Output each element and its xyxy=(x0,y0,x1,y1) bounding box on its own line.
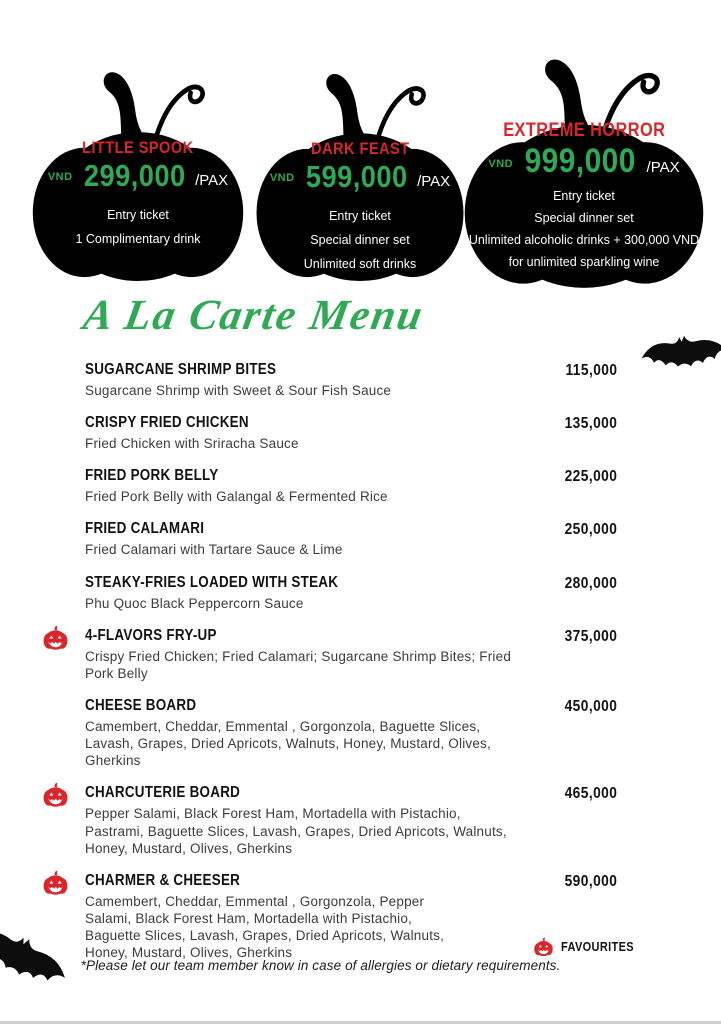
item-price: 450,000 xyxy=(564,697,617,715)
item-description: Camembert, Cheddar, Emmental , Gorgonzola, Pepper Salami, Black Forest Ham, Mortadella with Pistachio, Baguette Slices, Lavash, Grapes, Dried Apricots, Walnuts, Honey, Mustard, Olives, Gherkins xyxy=(85,893,445,961)
item-price-cell xyxy=(517,784,617,803)
menu-item-info xyxy=(85,467,517,505)
package-include-line: Entry ticket xyxy=(329,209,391,223)
package-price: 599,000 xyxy=(305,159,408,194)
menu-item-info xyxy=(85,697,517,769)
item-price-cell xyxy=(517,697,617,716)
bat-icon xyxy=(0,912,76,1000)
item-price-cell xyxy=(517,414,617,433)
item-name: CHEESE BOARD xyxy=(85,696,197,714)
package-include-line: Unlimited alcoholic drinks + 300,000 VND xyxy=(468,232,700,247)
package-price: 999,000 xyxy=(524,142,636,180)
menu-item xyxy=(85,361,617,399)
item-description: Fried Calamari with Tartare Sauce & Lime xyxy=(85,542,343,558)
item-description: Fried Pork Belly with Galangal & Fermented Rice xyxy=(85,489,388,505)
package-card-little-spook xyxy=(18,38,258,283)
item-price: 225,000 xyxy=(564,468,617,486)
item-description: Pepper Salami, Black Forest Ham, Mortadella with Pistachio, Pastrami, Baguette Slices, Lavash, Grapes, Dried Apricots, Walnuts, Honey, Mustard, Olives, Gherkins xyxy=(85,806,507,856)
package-name: EXTREME HORROR xyxy=(502,120,666,141)
currency-label: VND xyxy=(269,172,295,184)
currency-label: VND xyxy=(488,158,514,170)
item-price-cell xyxy=(517,467,617,486)
item-name: STEAKY-FRIES LOADED WITH STEAK xyxy=(85,573,339,591)
item-price: 375,000 xyxy=(564,627,617,645)
favourites-legend xyxy=(533,936,644,957)
menu-item-info xyxy=(85,520,517,558)
package-price: 299,000 xyxy=(83,158,186,193)
package-name: DARK FEAST xyxy=(310,139,410,158)
item-price-cell xyxy=(517,361,617,380)
item-name: FRIED CALAMARI xyxy=(85,520,205,538)
item-price: 590,000 xyxy=(564,872,617,890)
menu-item-info xyxy=(85,872,517,962)
menu-item-info xyxy=(85,627,517,682)
currency-label: VND xyxy=(47,171,73,183)
item-description: Sugarcane Shrimp with Sweet & Sour Fish Sauce xyxy=(85,383,392,398)
package-card-dark-feast xyxy=(242,40,478,283)
item-price: 280,000 xyxy=(564,574,617,592)
package-includes xyxy=(304,205,417,276)
menu-item xyxy=(85,520,617,558)
package-include-line: Special dinner set xyxy=(534,210,634,225)
item-price-cell xyxy=(517,627,617,646)
favourite-pumpkin-icon xyxy=(42,869,69,896)
item-description: Phu Quoc Black Peppercorn Sauce xyxy=(85,595,304,611)
menu-item-info xyxy=(85,414,517,452)
item-price: 115,000 xyxy=(565,362,617,379)
menu-item-info xyxy=(85,574,517,612)
item-name: CHARCUTERIE BOARD xyxy=(85,784,241,802)
item-name: FRIED PORK BELLY xyxy=(85,467,219,485)
item-price-cell xyxy=(517,520,617,539)
menu-item xyxy=(85,627,617,682)
package-card-extreme-horror xyxy=(448,22,720,290)
menu-item xyxy=(85,414,617,452)
per-pax-label: /PAX xyxy=(646,159,680,176)
item-price-cell xyxy=(517,872,617,891)
item-price: 250,000 xyxy=(564,521,617,539)
menu-item-info xyxy=(85,784,517,856)
menu-item xyxy=(85,697,617,769)
favourite-pumpkin-icon xyxy=(42,781,69,808)
item-name: CRISPY FRIED CHICKEN xyxy=(85,414,249,432)
package-include-line: Entry ticket xyxy=(553,189,615,203)
menu-item xyxy=(85,784,617,856)
package-includes xyxy=(469,186,699,274)
allergy-footnote: *Please let our team member know in case of allergies or dietary requirements. xyxy=(80,958,561,973)
item-description: Camembert, Cheddar, Emmental , Gorgonzola, Baguette Slices, Lavash, Grapes, Dried Apricots, Walnuts, Honey, Mustard, Olives, Gherkins xyxy=(85,718,491,769)
a-la-carte-heading: A La Carte Menu xyxy=(79,292,428,339)
menu-item-list xyxy=(85,361,617,976)
jack-o-lantern-icon xyxy=(533,936,554,957)
package-name: LITTLE SPOOK xyxy=(82,138,194,157)
package-include-line: Special dinner set xyxy=(310,232,410,247)
package-include-line: 1 Complimentary drink xyxy=(75,231,201,246)
favourite-pumpkin-icon xyxy=(42,624,69,651)
package-include-line: Unlimited soft drinks xyxy=(303,256,417,271)
per-pax-label: /PAX xyxy=(417,173,451,190)
item-price: 135,000 xyxy=(564,415,617,433)
item-price: 465,000 xyxy=(564,785,617,803)
package-include-line: Entry ticket xyxy=(107,208,169,222)
menu-item-info xyxy=(85,361,517,399)
bat-icon xyxy=(639,326,721,377)
per-pax-label: /PAX xyxy=(195,172,229,189)
item-description: Crispy Fried Chicken; Fried Calamari; Sugarcane Shrimp Bites; Fried Pork Belly xyxy=(85,648,512,681)
menu-item xyxy=(85,467,617,505)
item-description: Fried Chicken with Sriracha Sauce xyxy=(85,436,299,452)
package-price-row xyxy=(488,144,679,178)
item-name: SUGARCANE SHRIMP BITES xyxy=(85,361,277,378)
package-include-line: for unlimited sparkling wine xyxy=(508,254,660,269)
package-price-row xyxy=(270,161,450,192)
item-name: 4-FLAVORS FRY-UP xyxy=(85,626,217,644)
favourites-label: FAVOURITES xyxy=(561,939,634,954)
package-includes xyxy=(75,204,200,252)
menu-item xyxy=(85,574,617,612)
item-name: CHARMER & CHEESER xyxy=(85,871,241,889)
item-price-cell xyxy=(517,574,617,593)
package-price-row xyxy=(48,160,228,191)
